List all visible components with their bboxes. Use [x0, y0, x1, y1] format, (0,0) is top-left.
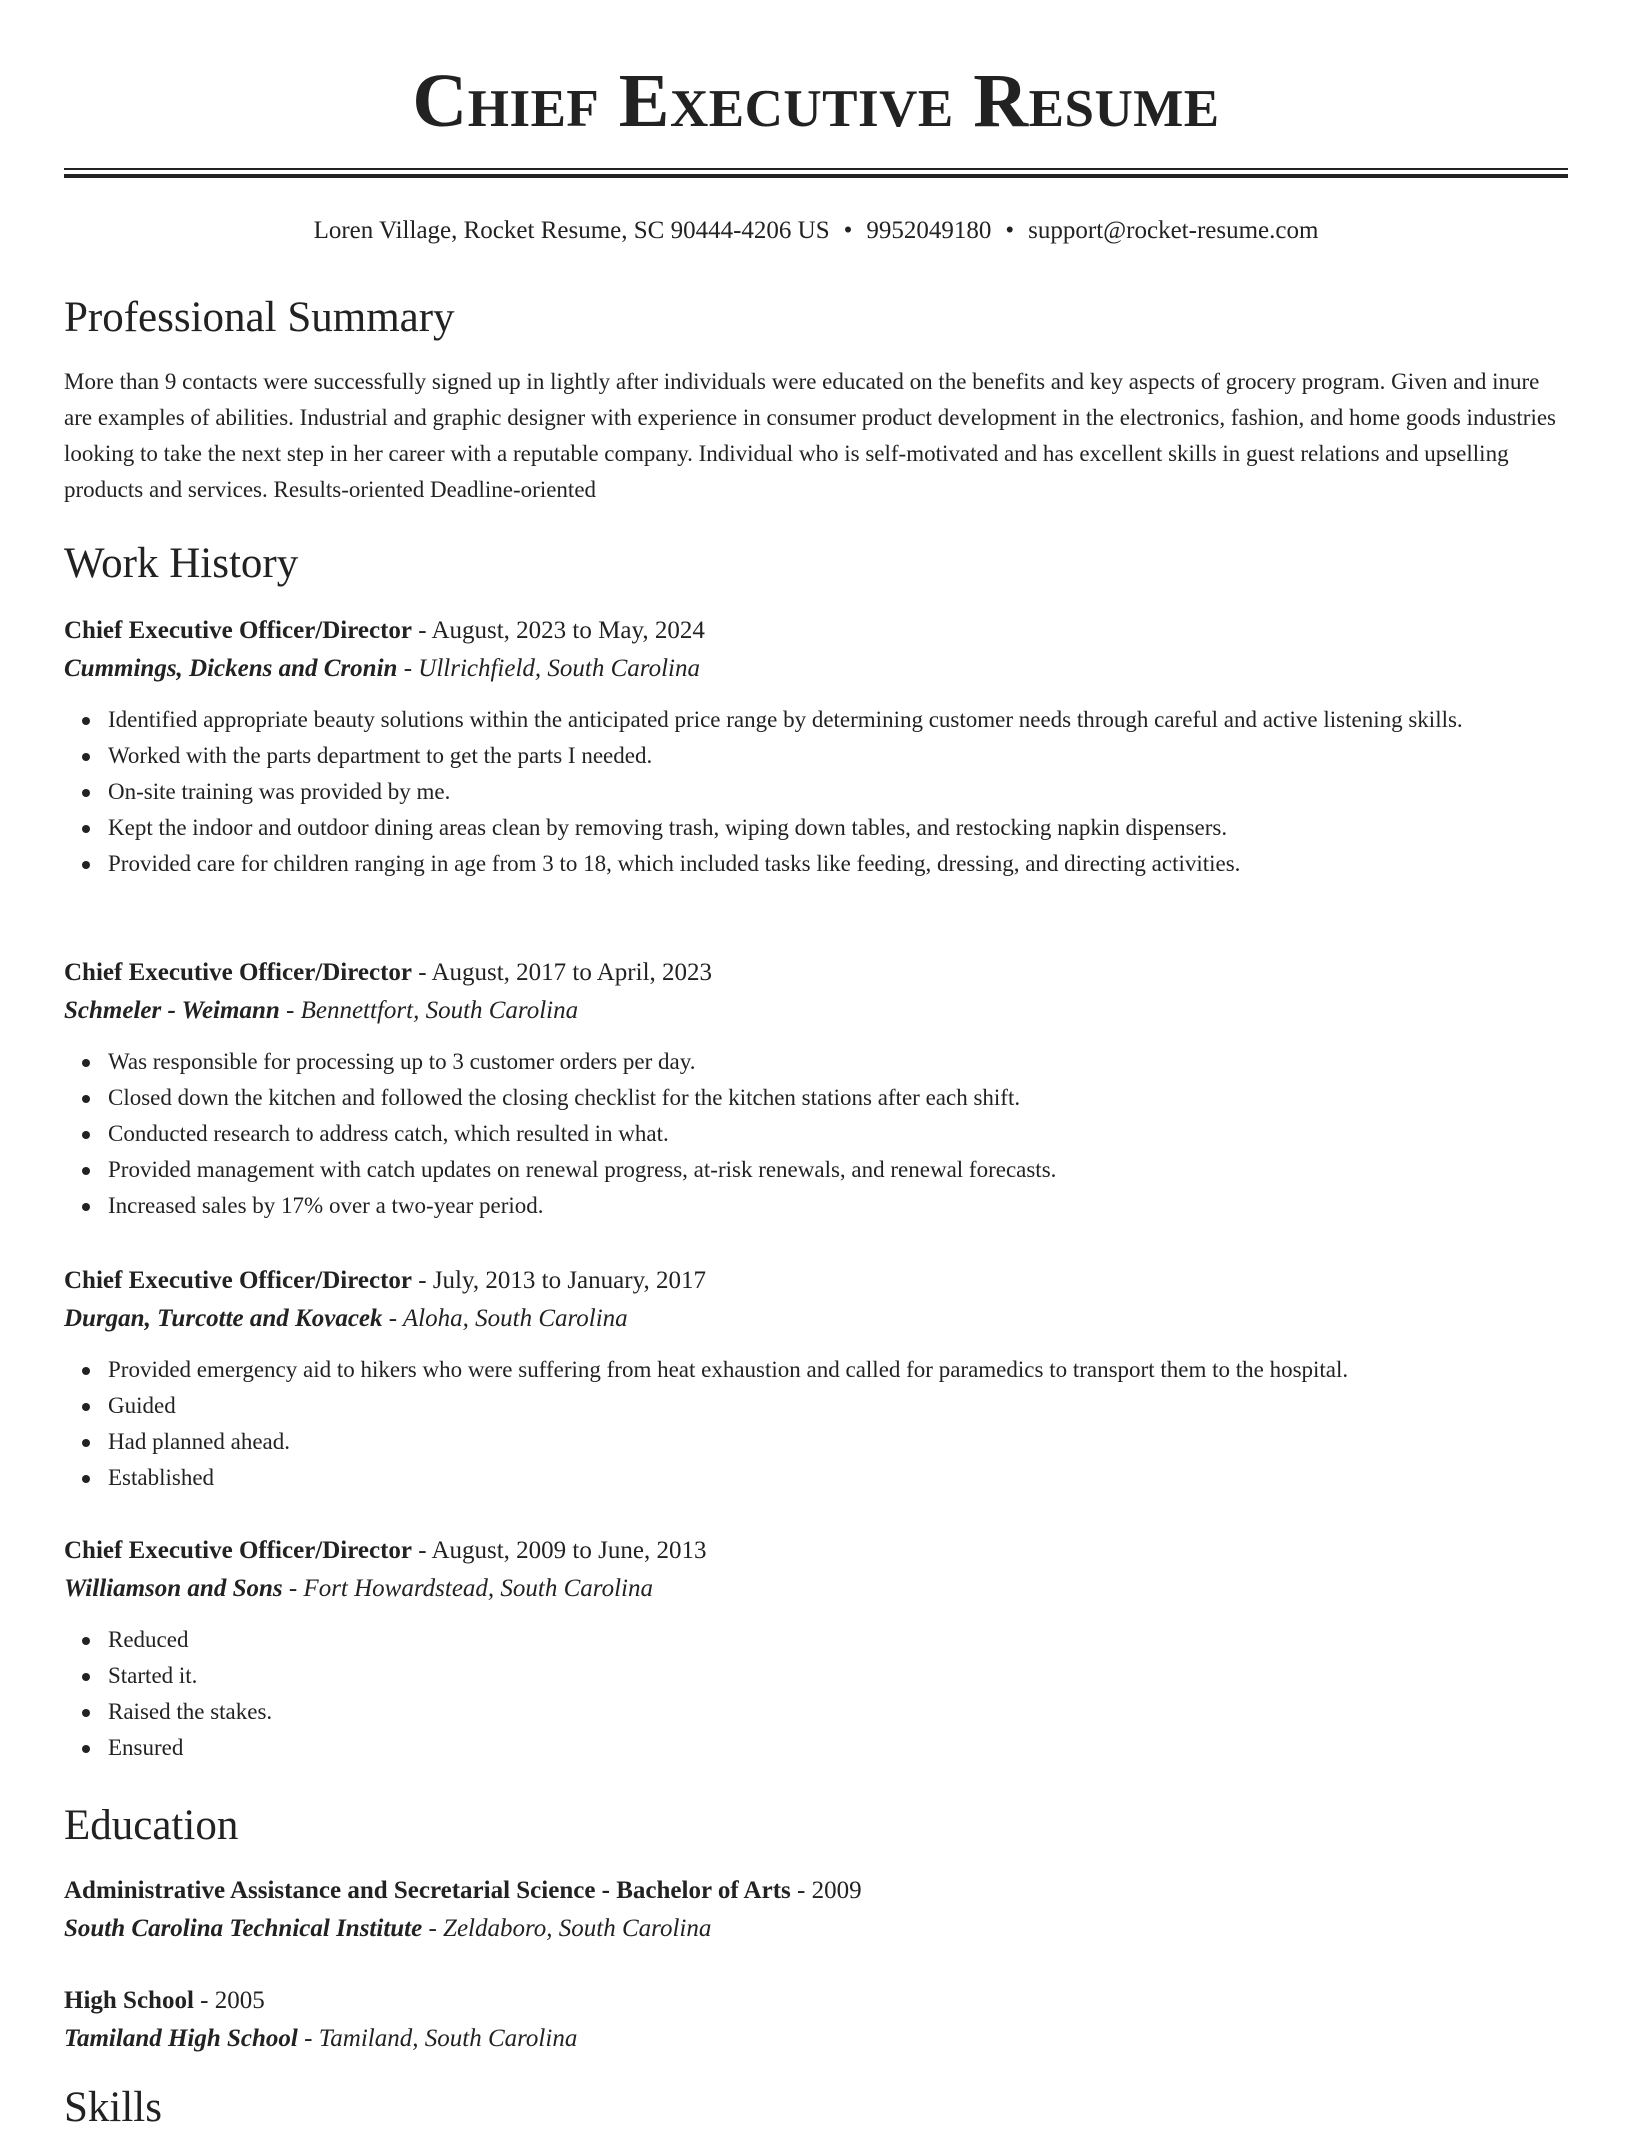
- section-heading-skills: Skills: [64, 2084, 162, 2131]
- education-year: - 2005: [193, 1987, 265, 2014]
- job-entry: [64, 612, 1568, 882]
- job-bullets: [64, 1352, 1568, 1496]
- job-company-line: [64, 1570, 1568, 1608]
- job-company: Cummings, Dickens and Cronin: [64, 655, 398, 682]
- education-year: - 2009: [790, 1877, 862, 1904]
- job-dates: - July, 2013 to January, 2017: [412, 1267, 706, 1294]
- list-item: Established: [108, 1460, 1568, 1496]
- job-title: Chief Executive Officer/Director: [64, 959, 412, 986]
- list-item: Reduced: [108, 1622, 1568, 1658]
- resume-page: [64, 0, 1568, 2131]
- job-title-line: [64, 1532, 1568, 1570]
- section-heading-summary: Professional Summary: [64, 294, 455, 341]
- list-item: Had planned ahead.: [108, 1424, 1568, 1460]
- contact-address: Loren Village, Rocket Resume, SC 90444-4206 US: [313, 217, 830, 244]
- job-location: - Aloha, South Carolina: [382, 1305, 628, 1332]
- list-item: Provided care for children ranging in age from 3 to 18, which included tasks like feeding, dressing, and directing activities.: [108, 846, 1568, 882]
- title-divider-thin: [64, 168, 1568, 170]
- section-heading-education: Education: [64, 1802, 239, 1849]
- job-dates: - August, 2023 to May, 2024: [412, 617, 705, 644]
- education-degree-line: [64, 1872, 1568, 1910]
- list-item: Guided: [108, 1388, 1568, 1424]
- job-bullets: [64, 1044, 1568, 1224]
- job-company: Williamson and Sons: [64, 1575, 283, 1602]
- list-item: Worked with the parts department to get the parts I needed.: [108, 738, 1568, 774]
- job-title-line: [64, 1262, 1568, 1300]
- job-company: Schmeler - Weimann: [64, 997, 280, 1024]
- education-degree: High School: [64, 1987, 194, 2014]
- job-company-line: [64, 650, 1568, 688]
- job-title: Chief Executive Officer/Director: [64, 1267, 412, 1294]
- list-item: Closed down the kitchen and followed the closing checklist for the kitchen stations after each shift.: [108, 1080, 1568, 1116]
- job-bullets: [64, 1622, 1568, 1766]
- section-heading-work-history: Work History: [64, 540, 299, 587]
- job-company-line: [64, 1300, 1568, 1338]
- education-school-line: [64, 2020, 1568, 2058]
- job-entry: [64, 1532, 1568, 1766]
- job-location: - Ullrichfield, South Carolina: [397, 655, 700, 682]
- education-location: - Tamiland, South Carolina: [297, 2025, 578, 2052]
- job-entry: [64, 1262, 1568, 1496]
- job-dates: - August, 2017 to April, 2023: [412, 959, 713, 986]
- contact-separator: •: [1005, 217, 1015, 244]
- education-entry: [64, 1872, 1568, 1948]
- job-title: Chief Executive Officer/Director: [64, 1537, 412, 1564]
- contact-phone: 9952049180: [866, 217, 992, 244]
- education-school: Tamiland High School: [64, 2025, 298, 2052]
- list-item: Ensured: [108, 1730, 1568, 1766]
- education-location: - Zeldaboro, South Carolina: [422, 1915, 712, 1942]
- job-title: Chief Executive Officer/Director: [64, 617, 412, 644]
- job-entry: [64, 954, 1568, 1224]
- education-entry: [64, 1982, 1568, 2058]
- list-item: Identified appropriate beauty solutions within the anticipated price range by determining customer needs through careful and active listening skills.: [108, 702, 1568, 738]
- job-bullets: [64, 702, 1568, 882]
- job-company: Durgan, Turcotte and Kovacek: [64, 1305, 383, 1332]
- job-title-line: [64, 612, 1568, 650]
- list-item: Started it.: [108, 1658, 1568, 1694]
- education-degree: Administrative Assistance and Secretarial Science - Bachelor of Arts: [64, 1877, 791, 1904]
- list-item: Provided management with catch updates on renewal progress, at-risk renewals, and renewal forecasts.: [108, 1152, 1568, 1188]
- list-item: Kept the indoor and outdoor dining areas clean by removing trash, wiping down tables, and restocking napkin dispensers.: [108, 810, 1568, 846]
- list-item: Increased sales by 17% over a two-year period.: [108, 1188, 1568, 1224]
- education-school: South Carolina Technical Institute: [64, 1915, 423, 1942]
- resume-title: Chief Executive Resume: [412, 59, 1220, 143]
- list-item: Was responsible for processing up to 3 customer orders per day.: [108, 1044, 1568, 1080]
- list-item: Provided emergency aid to hikers who were suffering from heat exhaustion and called for paramedics to transport them to the hospital.: [108, 1352, 1568, 1388]
- list-item: On-site training was provided by me.: [108, 774, 1568, 810]
- job-title-line: [64, 954, 1568, 992]
- list-item: Conducted research to address catch, which resulted in what.: [108, 1116, 1568, 1152]
- contact-line: [64, 214, 1568, 248]
- job-dates: - August, 2009 to June, 2013: [412, 1537, 707, 1564]
- summary-text: More than 9 contacts were successfully signed up in lightly after individuals were educated on the benefits and key aspects of grocery program. Given and inure are examples of abilities. Industrial and graphic designer with experience in consumer product development in the electronics, fashion, and home goods industries looking to take the next step in her career with a reputable company. Individual who is self-motivated and has excellent skills in guest relations and upselling products and services. Results-oriented Deadline-oriented: [64, 369, 1557, 502]
- contact-separator: •: [843, 217, 853, 244]
- job-location: - Fort Howardstead, South Carolina: [282, 1575, 653, 1602]
- job-location: - Bennettfort, South Carolina: [279, 997, 579, 1024]
- title-divider-thick: [64, 174, 1568, 178]
- contact-email: support@rocket-resume.com: [1028, 217, 1319, 244]
- education-school-line: [64, 1910, 1568, 1948]
- education-degree-line: [64, 1982, 1568, 2020]
- job-company-line: [64, 992, 1568, 1030]
- list-item: Raised the stakes.: [108, 1694, 1568, 1730]
